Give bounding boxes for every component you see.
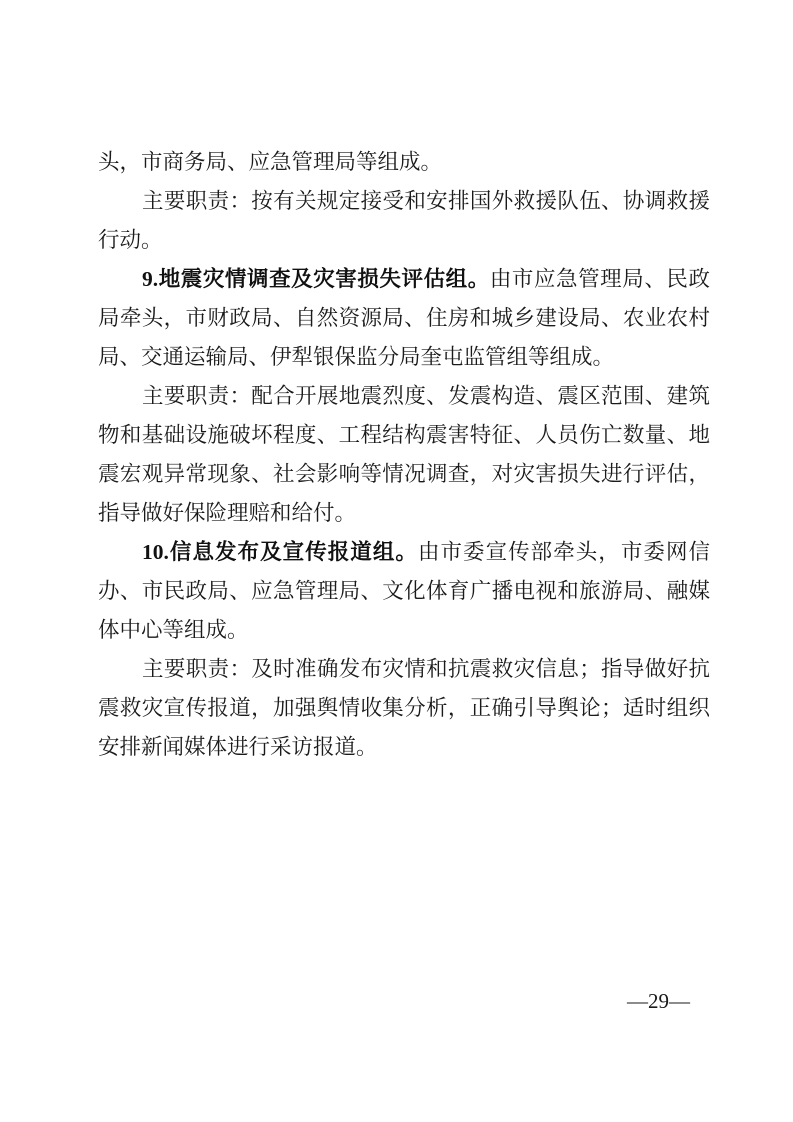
body-line: 震救灾宣传报道，加强舆情收集分析，正确引导舆论；适时组织: [98, 696, 710, 720]
body-line: [98, 533, 710, 572]
page-number: —29—: [627, 989, 690, 1013]
document-body: [98, 143, 710, 767]
body-line: 主要职责：及时准确发布灾情和抗震救灾信息；指导做好抗: [142, 657, 710, 681]
body-line: 头，市商务局、应急管理局等组成。: [98, 150, 443, 174]
body-line: 行动。: [98, 228, 163, 252]
body-line: 局牵头，市财政局、自然资源局、住房和城乡建设局、农业农村: [98, 306, 710, 330]
body-line: 指导做好保险理赔和给付。: [98, 501, 357, 525]
body-line: 体中心等组成。: [98, 618, 249, 642]
body-line: 震宏观异常现象、社会影响等情况调查，对灾害损失进行评估，: [98, 462, 710, 486]
body-line: [98, 260, 710, 299]
body-line: 办、市民政局、应急管理局、文化体育广播电视和旅游局、融媒: [98, 579, 710, 603]
body-line: 主要职责：配合开展地震烈度、发震构造、震区范围、建筑: [142, 384, 710, 408]
section-heading: 10.信息发布及宣传报道组。: [142, 540, 418, 564]
body-line-text: 由市委宣传部牵头，市委网信: [417, 540, 710, 564]
body-line: 安排新闻媒体进行采访报道。: [98, 735, 378, 759]
section-heading: 9.地震灾情调查及灾害损失评估组。: [142, 267, 490, 291]
body-line: 局、交通运输局、伊犁银保监分局奎屯监管组等组成。: [98, 345, 615, 369]
body-line: 物和基础设施破坏程度、工程结构震害特征、人员伤亡数量、地: [98, 423, 710, 447]
body-line-text: 由市应急管理局、民政: [489, 267, 710, 291]
body-line: 主要职责：按有关规定接受和安排国外救援队伍、协调救援: [142, 189, 710, 213]
